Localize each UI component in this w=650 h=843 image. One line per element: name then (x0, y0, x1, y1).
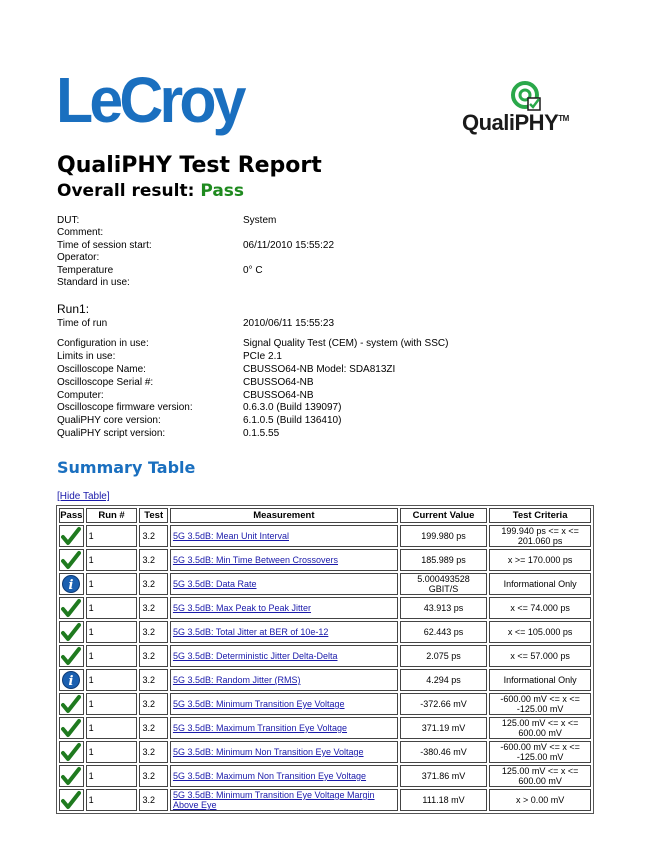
hide-table-link[interactable]: [Hide Table] (57, 491, 110, 502)
measurement-link[interactable]: 5G 3.5dB: Mean Unit Interval (172, 531, 289, 541)
measurement-link[interactable]: 5G 3.5dB: Random Jitter (RMS) (172, 675, 301, 685)
session-field-value: 0° C (243, 264, 263, 276)
test-criteria-cell: x > 0.00 mV (489, 789, 591, 811)
summary-header-row (59, 508, 591, 523)
measurement-link[interactable]: 5G 3.5dB: Data Rate (172, 579, 257, 589)
qualiphy-logo-icon (510, 80, 544, 114)
test-criteria-cell: x <= 57.000 ps (489, 645, 591, 667)
current-value-cell: -380.46 mV (400, 741, 487, 763)
run-detail-value: 0.6.3.0 (Build 139097) (243, 402, 342, 414)
test-criteria-cell: 125.00 mV <= x <= 600.00 mV (489, 717, 591, 739)
qualiphy-wordmark: QualiPHY™ (462, 110, 569, 135)
test-cell: 3.2 (139, 597, 167, 619)
lecroy-logo: LeCroy (56, 64, 243, 136)
status-cell (59, 573, 84, 595)
measurement-link[interactable]: 5G 3.5dB: Maximum Non Transition Eye Voltage (172, 771, 367, 781)
pass-check-icon (61, 698, 81, 708)
test-cell: 3.2 (139, 573, 167, 595)
test-criteria-cell: 199.940 ps <= x <= 201.060 ps (489, 525, 591, 547)
info-icon (61, 674, 81, 689)
run-detail-label: QualiPHY script version: (57, 428, 166, 440)
pass-check-icon (61, 746, 81, 756)
status-cell (59, 789, 84, 811)
pass-check-icon (61, 770, 81, 780)
measurement-cell (170, 741, 398, 763)
run-cell: 1 (86, 765, 138, 787)
test-cell: 3.2 (139, 549, 167, 571)
run-detail-label: QualiPHY core version: (57, 415, 161, 427)
session-field-label: Comment: (57, 227, 104, 239)
run-detail-label: Oscilloscope firmware version: (57, 402, 193, 414)
test-cell: 3.2 (139, 717, 167, 739)
run-cell: 1 (86, 549, 138, 571)
pass-check-icon (61, 626, 81, 636)
status-cell (59, 693, 84, 715)
measurement-cell (170, 765, 398, 787)
test-cell: 3.2 (139, 789, 167, 811)
measurement-cell (170, 573, 398, 595)
overall-result-label: Overall result: (57, 181, 195, 201)
overall-result (57, 181, 244, 201)
measurement-cell (170, 669, 398, 691)
current-value-cell: 371.86 mV (400, 765, 487, 787)
test-cell: 3.2 (139, 693, 167, 715)
run-cell: 1 (86, 645, 138, 667)
run-detail-label: Oscilloscope Name: (57, 363, 146, 375)
session-field-label: Temperature (57, 264, 114, 276)
measurement-link[interactable]: 5G 3.5dB: Minimum Non Transition Eye Voltage (172, 747, 364, 757)
status-cell (59, 669, 84, 691)
table-row (59, 621, 591, 643)
table-row (59, 789, 591, 811)
run-cell: 1 (86, 789, 138, 811)
measurement-link[interactable]: 5G 3.5dB: Deterministic Jitter Delta-Delta (172, 651, 338, 661)
test-cell: 3.2 (139, 525, 167, 547)
test-criteria-cell: x >= 170.000 ps (489, 549, 591, 571)
measurement-link[interactable]: 5G 3.5dB: Minimum Transition Eye Voltage (172, 699, 345, 709)
table-row (59, 669, 591, 691)
current-value-cell: -372.66 mV (400, 693, 487, 715)
info-icon (61, 578, 81, 593)
measurement-link[interactable]: 5G 3.5dB: Minimum Transition Eye Voltage Margin Above Eye (172, 790, 375, 810)
header-measurement: Measurement (170, 508, 398, 523)
run-cell: 1 (86, 597, 138, 619)
pass-check-icon (61, 602, 81, 612)
session-field-value: 06/11/2010 15:55:22 (243, 239, 335, 251)
table-row (59, 717, 591, 739)
header-current-value: Current Value (400, 508, 487, 523)
current-value-cell: 4.294 ps (400, 669, 487, 691)
run-detail-value: CBUSSO64-NB (243, 376, 314, 388)
header-run: Run # (86, 508, 138, 523)
test-criteria-cell: x <= 74.000 ps (489, 597, 591, 619)
session-field-label: Operator: (57, 252, 100, 264)
run-detail-label: Limits in use: (57, 350, 116, 362)
table-row (59, 741, 591, 763)
report-title: QualiPHY Test Report (57, 153, 322, 178)
header-test-criteria: Test Criteria (489, 508, 591, 523)
test-cell: 3.2 (139, 741, 167, 763)
header-pass: Pass (60, 510, 83, 521)
run-detail-value: CBUSSO64-NB Model: SDA813ZI (243, 363, 396, 375)
measurement-link[interactable]: 5G 3.5dB: Total Jitter at BER of 10e-12 (172, 627, 329, 637)
table-row (59, 693, 591, 715)
header-test: Test (139, 508, 167, 523)
run-cell: 1 (86, 693, 138, 715)
session-field-label: DUT: (57, 215, 80, 226)
session-field-label: Standard in use: (57, 276, 130, 288)
session-field-value: System (243, 215, 277, 226)
overall-result-value: Pass (200, 181, 245, 201)
run-detail-label: Oscilloscope Serial #: (57, 376, 154, 388)
test-criteria-cell: Informational Only (489, 573, 591, 595)
status-cell (59, 597, 84, 619)
table-row (59, 549, 591, 571)
test-criteria-cell: Informational Only (489, 669, 591, 691)
pass-check-icon (61, 530, 81, 540)
test-criteria-cell: 125.00 mV <= x <= 600.00 mV (489, 765, 591, 787)
status-cell (59, 621, 84, 643)
session-field-label: Time of session start: (57, 239, 152, 251)
status-cell (59, 741, 84, 763)
pass-check-icon (61, 554, 81, 564)
qualiphy-logo (462, 80, 592, 140)
current-value-cell: 185.989 ps (400, 549, 487, 571)
measurement-link[interactable]: 5G 3.5dB: Min Time Between Crossovers (172, 555, 339, 565)
pass-check-icon (61, 794, 81, 804)
test-criteria-cell: x <= 105.000 ps (489, 621, 591, 643)
table-row (59, 525, 591, 547)
measurement-cell (170, 621, 398, 643)
run-cell: 1 (86, 741, 138, 763)
test-cell: 3.2 (139, 669, 167, 691)
test-cell: 3.2 (139, 621, 167, 643)
table-row (59, 765, 591, 787)
measurement-cell (170, 525, 398, 547)
run-detail-label: Configuration in use: (57, 338, 149, 349)
pass-check-icon (61, 722, 81, 732)
status-cell (59, 717, 84, 739)
run-cell: 1 (86, 525, 138, 547)
run-detail-value: CBUSSO64-NB (243, 389, 314, 401)
measurement-link[interactable]: 5G 3.5dB: Max Peak to Peak Jitter (172, 603, 312, 613)
run-cell: 1 (86, 669, 138, 691)
test-cell: 3.2 (139, 645, 167, 667)
measurement-cell (170, 693, 398, 715)
svg-text:i: i (68, 674, 74, 689)
measurement-cell (170, 597, 398, 619)
status-cell (59, 549, 84, 571)
run-time-value: 2010/06/11 15:55:23 (243, 318, 335, 329)
current-value-cell: 62.443 ps (400, 621, 487, 643)
measurement-cell (170, 549, 398, 571)
current-value-cell: 199.980 ps (400, 525, 487, 547)
svg-text:i: i (68, 578, 74, 593)
run-detail-value: 6.1.0.5 (Build 136410) (243, 415, 342, 427)
status-cell (59, 645, 84, 667)
pass-check-icon (61, 650, 81, 660)
measurement-link[interactable]: 5G 3.5dB: Maximum Transition Eye Voltage (172, 723, 348, 733)
current-value-cell: 5.000493528 GBIT/S (400, 573, 487, 595)
measurement-cell (170, 645, 398, 667)
current-value-cell: 371.19 mV (400, 717, 487, 739)
summary-title: Summary Table (57, 458, 196, 477)
test-criteria-cell: -600.00 mV <= x <= -125.00 mV (489, 693, 591, 715)
table-row (59, 645, 591, 667)
run-detail-label: Computer: (57, 389, 104, 401)
measurement-cell (170, 717, 398, 739)
table-row (59, 573, 591, 595)
current-value-cell: 2.075 ps (400, 645, 487, 667)
run-cell: 1 (86, 573, 138, 595)
summary-table (56, 505, 594, 814)
status-cell (59, 525, 84, 547)
run-cell: 1 (86, 717, 138, 739)
current-value-cell: 111.18 mV (400, 789, 487, 811)
run-cell: 1 (86, 621, 138, 643)
run-detail-value: Signal Quality Test (CEM) - system (with SSC) (243, 338, 449, 349)
current-value-cell: 43.913 ps (400, 597, 487, 619)
test-cell: 3.2 (139, 765, 167, 787)
table-row (59, 597, 591, 619)
test-criteria-cell: -600.00 mV <= x <= -125.00 mV (489, 741, 591, 763)
status-cell (59, 765, 84, 787)
run-heading: Run1: (57, 302, 90, 316)
run-time-label: Time of run (57, 318, 108, 329)
run-detail-value: PCIe 2.1 (243, 350, 282, 362)
measurement-cell (170, 789, 398, 811)
run-detail-value: 0.1.5.55 (243, 428, 280, 440)
